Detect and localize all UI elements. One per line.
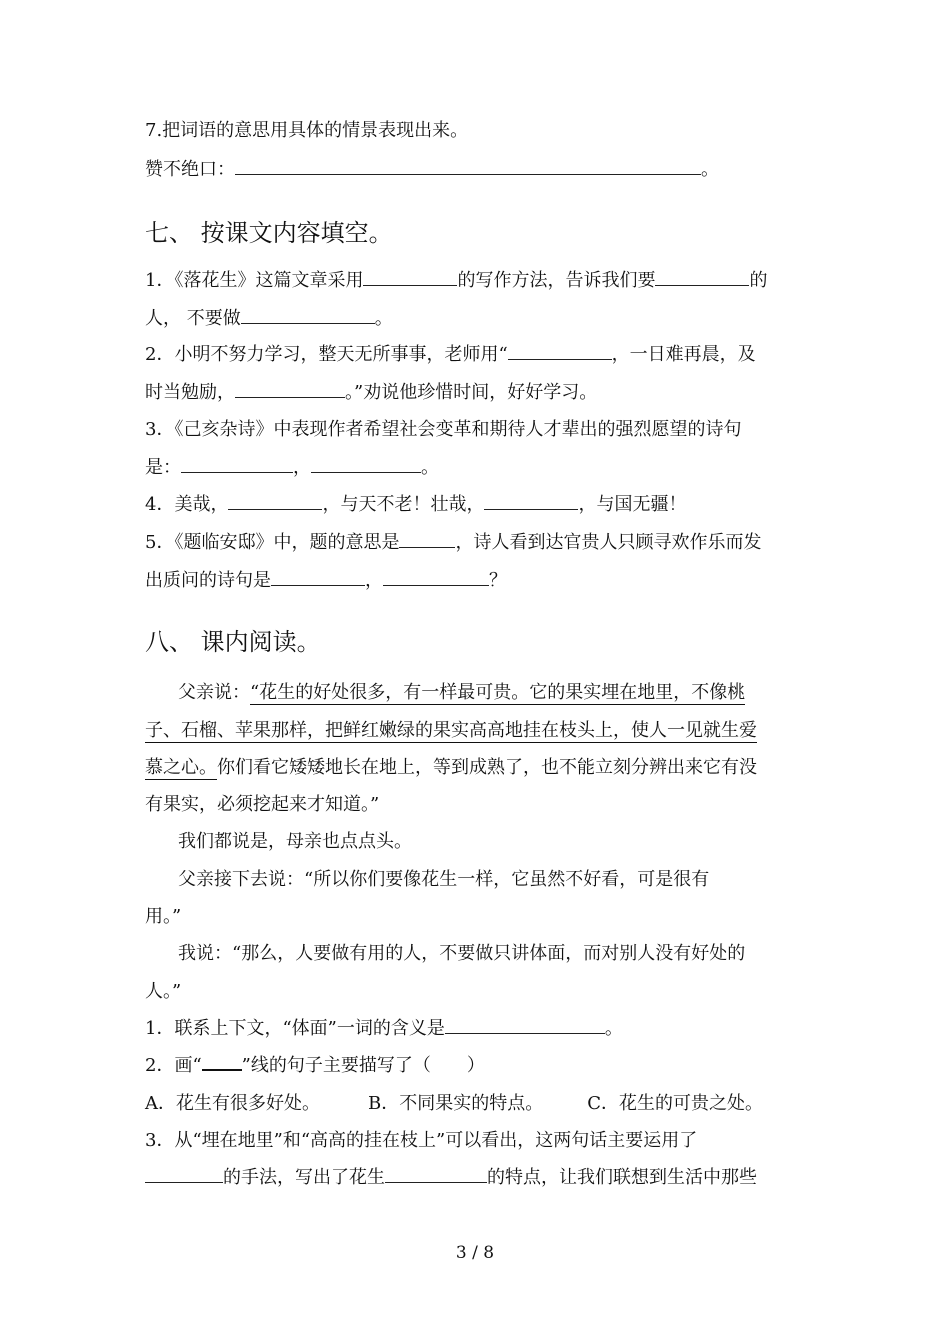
s8-q1-text: 。 [604,1018,623,1039]
s7-q3-text: 。 [421,457,439,478]
q7-item-label: 赞不绝口： [145,159,235,180]
page-number: 3 / 8 [455,1243,495,1263]
answer-blank[interactable] [241,322,375,324]
underlined-sentence: 子、石榴、苹果那样，把鲜红嫩绿的果实高高地挂在枝头上，使人一见就生爱 [145,720,757,741]
underlined-sentence: “花生的好处很多，有一样最可贵。它的果实埋在地里，不像桃 [250,682,746,703]
answer-blank[interactable] [508,358,612,360]
q7-item-end: 。 [701,159,719,180]
answer-blank[interactable] [228,508,322,510]
section7-heading: 七、 按课文内容填空。 [145,219,393,247]
s7-q5-line1 [145,532,761,554]
s8-q2-options [145,1093,763,1115]
answer-blank[interactable] [383,584,489,586]
passage-p1-line2 [145,720,757,742]
passage-p4-line1: 我说：“那么，人要做有用的人，不要做只讲体面，而对别人没有好处的 [178,943,746,964]
option-a[interactable]: A．花生有很多好处。 [145,1093,320,1114]
s7-q1-text: 1．《落花生》这篇文章采用 [145,270,364,291]
answer-blank[interactable] [655,284,749,286]
option-c[interactable]: C．花生的可贵之处。 [587,1093,764,1114]
s7-q1-text: 人， 不要做 [145,308,241,329]
passage-p3-line2: 用。” [145,906,182,927]
q7-item [145,159,719,181]
s8-q1-text: 1．联系上下文，“体面”一词的含义是 [145,1018,445,1039]
s7-q1-line1 [145,270,767,292]
answer-blank[interactable] [484,508,578,510]
answer-blank[interactable] [181,471,293,473]
s8-q3-line2 [145,1167,757,1189]
s7-q5-text: ， [365,570,383,591]
passage-p3-line1: 父亲接下去说：“所以你们要像花生一样，它虽然不好看，可是很有 [178,869,710,890]
s7-q3-text: ， [293,457,311,478]
s7-q2-line1 [145,344,756,366]
answer-blank[interactable] [271,584,365,586]
s7-q5-text: 5．《题临安邸》中，题的意思是 [145,532,400,553]
s7-q5-line2 [145,570,507,592]
answer-blank[interactable] [235,173,701,175]
passage-p1-line3 [145,757,757,779]
answer-blank[interactable] [311,471,421,473]
s7-q2-text: 。”劝说他珍惜时间，好好学习。 [345,382,598,403]
s7-q4-text: 4．美哉， [145,494,229,515]
passage-p1-line4: 有果实，必须挖起来才知道。” [145,794,380,815]
s7-q5-text: 出质问的诗句是 [145,570,271,591]
s7-q4-text: ，与国无疆！ [578,494,687,515]
answer-blank[interactable] [235,396,345,398]
s7-q3-text: 是： [145,457,181,478]
s8-q3-text: 的特点，让我们联想到生活中那些 [487,1167,757,1188]
s7-q2-text: 时当勉励， [145,382,235,403]
q7-title: 7.把词语的意思用具体的情景表现出来。 [145,120,469,141]
s7-q2-line2 [145,382,597,404]
s8-q1 [145,1018,623,1040]
answer-blank[interactable] [445,1032,605,1034]
underline-sample [202,1068,242,1071]
option-b[interactable]: B．不同果实的特点。 [368,1093,544,1114]
section8-heading: 八、 课内阅读。 [145,628,321,656]
s7-q3-line2 [145,457,439,479]
passage-p2: 我们都说是，母亲也点点头。 [178,831,412,852]
passage-p4-line2: 人。” [145,981,182,1002]
answer-blank[interactable] [363,284,457,286]
s7-q1-text: 的写作方法，告诉我们要 [457,270,656,291]
s8-q2-text: ”线的句子主要描写了（ ） [241,1055,485,1076]
s8-q3-line1: 3．从“埋在地里”和“高高的挂在枝上”可以看出，这两句话主要运用了 [145,1130,698,1151]
s8-q2 [145,1055,485,1077]
s7-q2-text: ，一日难再晨，及 [611,344,756,365]
s8-q3-text: 的手法，写出了花生 [223,1167,385,1188]
answer-blank[interactable] [145,1181,223,1183]
passage-p1-line1 [178,682,745,704]
s8-q2-text: 2．画“ [145,1055,202,1076]
passage-text: 你们看它矮矮地长在地上，等到成熟了，也不能立刻分辨出来它有没 [217,757,757,778]
s7-q1-text: 。 [374,308,393,329]
s7-q3-line1: 3．《己亥杂诗》中表现作者希望社会变革和期待人才辈出的强烈愿望的诗句 [145,419,742,440]
s7-q5-text: ，诗人看到达官贵人只顾寻欢作乐而发 [455,532,762,553]
answer-blank[interactable] [385,1181,487,1183]
s7-q1-text: 的 [749,270,768,291]
s7-q4-text: ，与天不老！壮哉， [322,494,485,515]
answer-blank[interactable] [399,546,455,548]
s7-q2-text: 2．小明不努力学习，整天无所事事，老师用“ [145,344,508,365]
passage-text: 父亲说： [178,682,250,703]
s7-q1-line2 [145,308,393,330]
s7-q4 [145,494,686,516]
s7-q5-text: ？ [489,570,507,591]
underlined-sentence: 慕之心。 [145,757,217,778]
